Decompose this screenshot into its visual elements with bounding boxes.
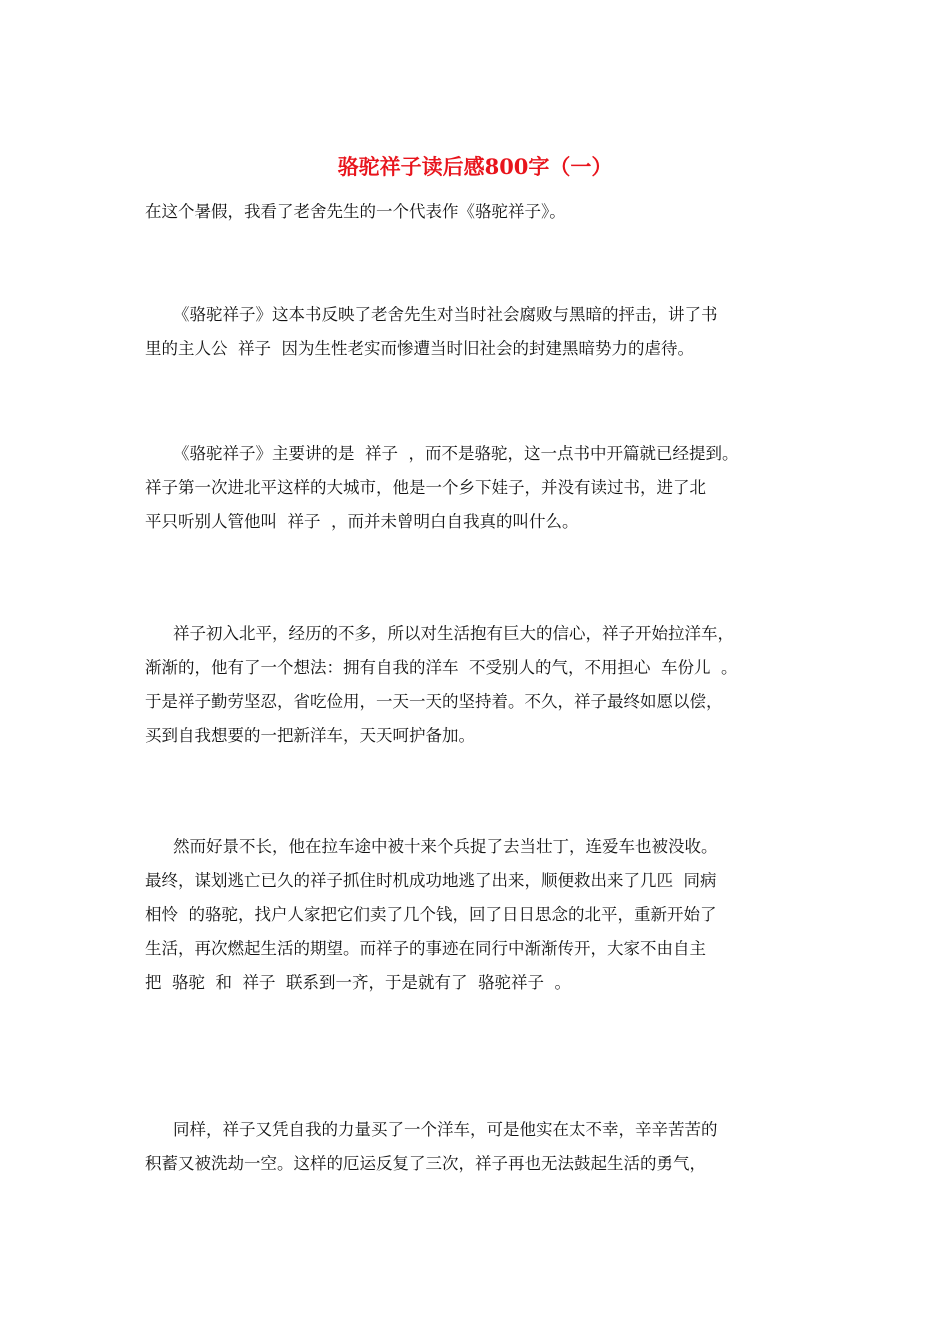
paragraph-line: 同样，祥子又凭自我的力量买了一个洋车，可是他实在太不幸，辛辛苦苦的 <box>173 1120 718 1139</box>
paragraph-line: 《骆驼祥子》主要讲的是 祥子 ，而不是骆驼，这一点书中开篇就已经提到。 <box>173 444 739 463</box>
paragraph-line: 买到自我想要的一把新洋车，天天呵护备加。 <box>145 726 475 745</box>
paragraph-line: 然而好景不长，他在拉车途中被十来个兵捉了去当壮丁，连爱车也被没收。 <box>173 837 718 856</box>
paragraph-line: 积蓄又被洗劫一空。这样的厄运反复了三次，祥子再也无法鼓起生活的勇气， <box>145 1154 706 1173</box>
paragraph-2 <box>145 298 825 366</box>
paragraph-line: 在这个暑假，我看了老舍先生的一个代表作《骆驼祥子》。 <box>145 202 566 221</box>
paragraph-line: 《骆驼祥子》这本书反映了老舍先生对当时社会腐败与黑暗的抨击，讲了书 <box>173 305 718 324</box>
document-title: 骆驼祥子读后感800字（一） <box>337 154 613 179</box>
paragraph-line: 里的主人公 祥子 因为生性老实而惨遭当时旧社会的封建黑暗势力的虐待。 <box>145 339 694 358</box>
paragraph-6 <box>145 1113 825 1181</box>
paragraph-1 <box>145 195 825 229</box>
paragraph-5 <box>145 830 825 1000</box>
paragraph-line: 于是祥子勤劳坚忍，省吃俭用，一天一天的坚持着。不久，祥子最终如愿以偿， <box>145 692 723 711</box>
paragraph-line: 生活，再次燃起生活的期望。而祥子的事迹在同行中渐渐传开，大家不由自主 <box>145 939 706 958</box>
paragraph-line: 相怜 的骆驼，找户人家把它们卖了几个钱，回了日日思念的北平，重新开始了 <box>145 905 717 924</box>
paragraph-line: 把 骆驼 和 祥子 联系到一齐，于是就有了 骆驼祥子 。 <box>145 973 571 992</box>
paragraph-line: 祥子初入北平，经历的不多，所以对生活抱有巨大的信心，祥子开始拉洋车， <box>173 624 734 643</box>
paragraph-line: 祥子第一次进北平这样的大城市，他是一个乡下娃子，并没有读过书，进了北 <box>145 478 706 497</box>
paragraph-line: 最终，谋划逃亡已久的祥子抓住时机成功地逃了出来，顺便救出来了几匹 同病 <box>145 871 717 890</box>
paragraph-3 <box>145 437 825 539</box>
paragraph-line: 渐渐的，他有了一个想法：拥有自我的洋车 不受别人的气，不用担心 车份儿 。 <box>145 658 738 677</box>
paragraph-line: 平只听别人管他叫 祥子 ，而并未曾明白自我真的叫什么。 <box>145 512 579 531</box>
paragraph-4 <box>145 617 825 753</box>
